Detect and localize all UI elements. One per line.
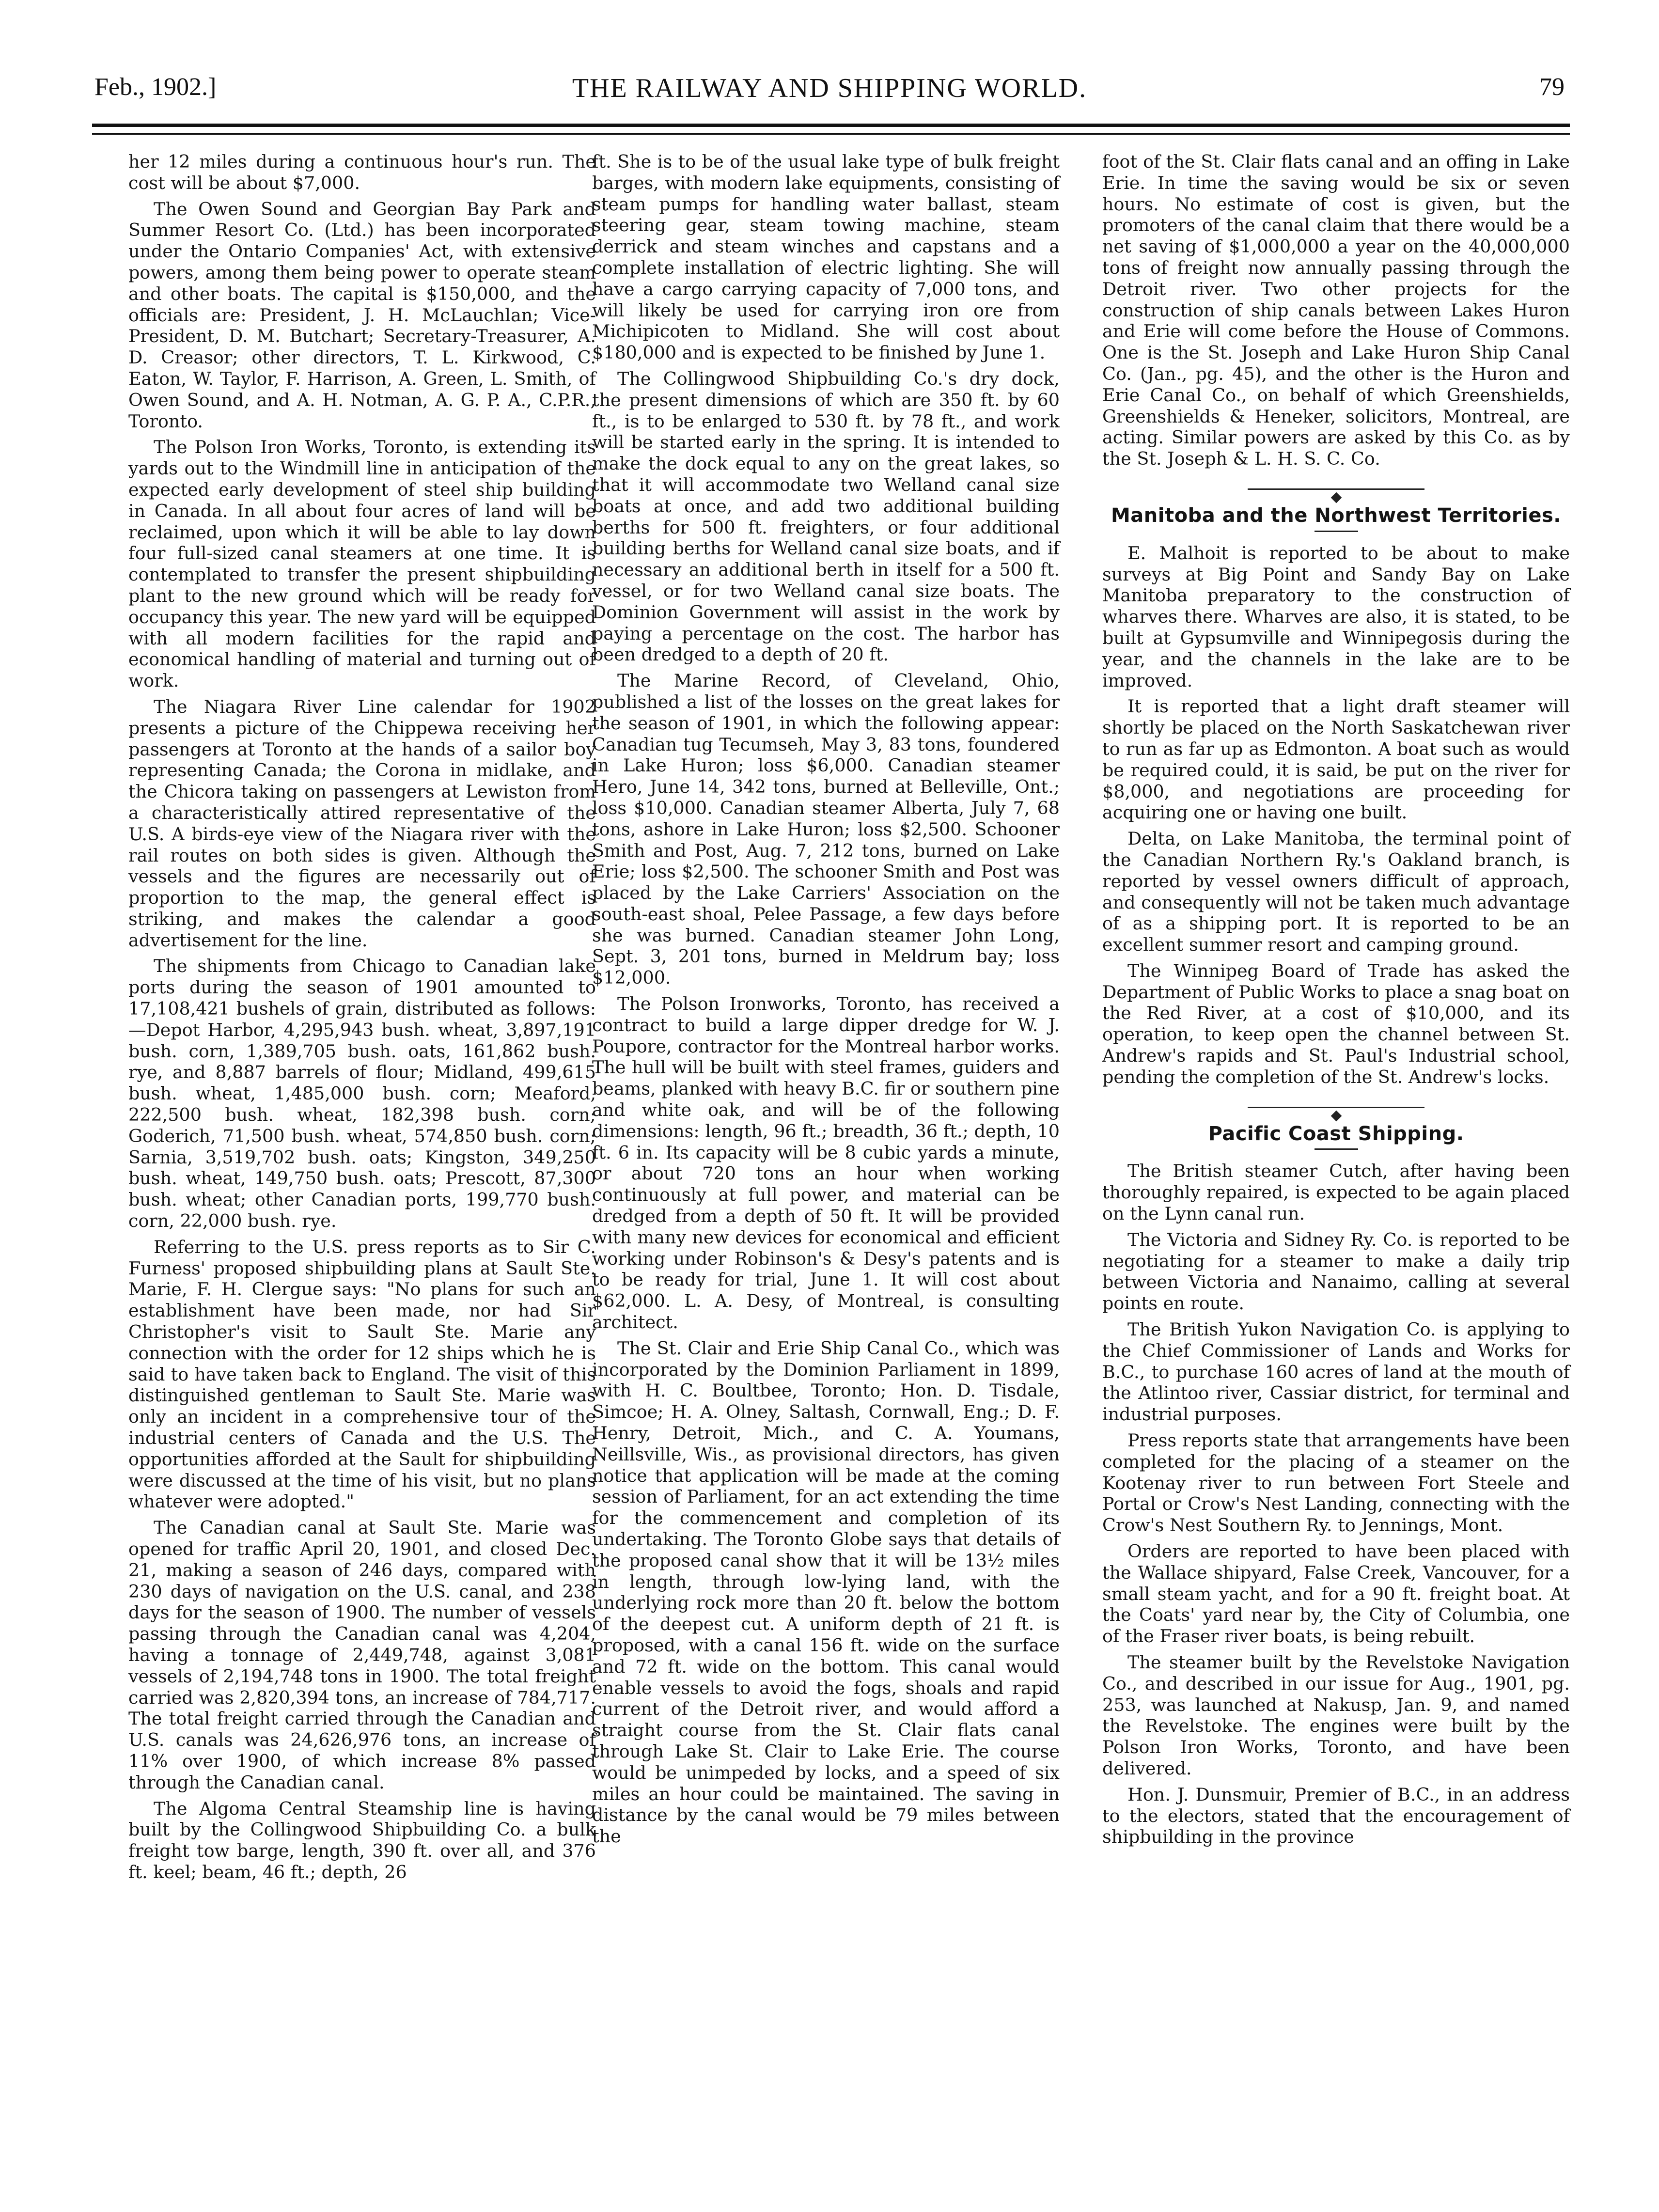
section-title-rule	[1315, 1148, 1358, 1150]
page-number: 79	[1539, 73, 1565, 101]
article-paragraph: Delta, on Lake Manitoba, the terminal point of the Canadian Northern Ry.'s Oakland branch, is reported by vessel owners difficult of approach, and consequently will not be taken much advantage of as a shipping port. It is reported to be an excellent summer resort and camping ground.	[1102, 828, 1570, 956]
publication-title: THE RAILWAY AND SHIPPING WORLD.	[572, 73, 1087, 103]
column-1	[128, 151, 596, 1888]
article-paragraph: The Owen Sound and Georgian Bay Park and Summer Resort Co. (Ltd.) has been incorporated under the Ontario Companies' Act, with extensive powers, among them being power to operate steam and other boats. The capital is $150,000, and the officials are: President, J. H. McLauchlan; Vice-President, D. M. Butchart; Secretary-Treasurer, A. D. Creasor; other directors, T. L. Kirkwood, C. Eaton, W. Taylor, F. Harrison, A. Green, L. Smith, of Owen Sound, and A. H. Notman, A. G. P. A., C.P.R., Toronto.	[128, 198, 596, 432]
section-title-rule	[1315, 531, 1358, 532]
article-paragraph: ft. She is to be of the usual lake type of bulk freight barges, with modern lake equipments, consisting of steam pumps for handling water ballast, steam steering gear, steam towing machine, steam derrick and steam winches and capstans and a complete installation of electric lighting. She will have a cargo carrying capacity of 7,000 tons, and will likely be used for carrying iron ore from Michipicoten to Midland. She will cost about $180,000 and is expected to be finished by June 1.	[592, 151, 1060, 363]
article-paragraph: The Canadian canal at Sault Ste. Marie was opened for traffic April 20, 1901, and closed Dec. 21, making a season of 246 days, compared with 230 days of navigation on the U.S. canal, and 238 days for the season of 1900. The number of vessels passing through the Canadian canal was 4,204, having a tonnage of 2,449,748, against 3,081 vessels of 2,194,748 tons in 1900. The total freight carried was 2,820,394 tons, an increase of 784,717. The total freight carried through the Canadian and U.S. canals was 24,626,976 tons, an increase of 11% over 1900, of which increase 8% passed through the Canadian canal.	[128, 1517, 596, 1793]
article-paragraph: The British Yukon Navigation Co. is applying to the Chief Commissioner of Lands and Works for B.C., to purchase 160 acres of land at the mouth of the Atlintoo river, Cassiar district, for terminal and industrial purposes.	[1102, 1319, 1570, 1425]
section-ornament	[1102, 484, 1570, 494]
section-title-pacific: Pacific Coast Shipping.	[1208, 1122, 1464, 1145]
issue-date: Feb., 1902.]	[94, 73, 217, 101]
header-rule-thick	[92, 124, 1570, 127]
article-paragraph: The Collingwood Shipbuilding Co.'s dry dock, the present dimensions of which are 350 ft. by 60 ft., is to be enlarged to 530 ft. by 78 ft., and work will be started early in the spring. It is intended to make the dock equal to any on the great lakes, so that it will accommodate two Welland canal size boats at once, and add two additional building berths for 500 ft. freighters, or four additional building berths for Welland canal size boats, and if necessary an additional berth in itself for a 500 ft. vessel, or for two Welland canal size boats. The Dominion Government will assist in the work by paying a percentage on the cost. The harbor has been dredged to a depth of 20 ft.	[592, 368, 1060, 665]
header-rule-thin	[92, 133, 1570, 135]
article-paragraph: The Winnipeg Board of Trade has asked the Department of Public Works to place a snag boat on the Red River, at a cost of $10,000, and its operation, to keep open the channel between St. Andrew's rapids and St. Paul's Industrial school, pending the completion of the St. Andrew's locks.	[1102, 960, 1570, 1087]
article-paragraph: It is reported that a light draft steamer will shortly be placed on the North Saskatchewan river to run as far up as Edmonton. A boat such as would be required could, it is said, be put on the river for $8,000, and negotiations are proceeding for acquiring one or having one built.	[1102, 696, 1570, 823]
column-2	[592, 151, 1060, 1852]
article-paragraph: her 12 miles during a continuous hour's run. The cost will be about $7,000.	[128, 151, 596, 193]
section-ornament	[1102, 1102, 1570, 1112]
column-3	[1102, 151, 1570, 1852]
section-title-manitoba: Manitoba and the Northwest Territories.	[1111, 504, 1561, 527]
article-paragraph: E. Malhoit is reported to be about to make surveys at Big Point and Sandy Bay on Lake Manitoba preparatory to the construction of wharves there. Wharves are also, it is stated, to be built at Gypsumville and Winnipegosis during the year, and the channels in the lake are to be improved.	[1102, 542, 1570, 691]
article-paragraph: Press reports state that arrangements have been completed for the placing of a steamer on the Kootenay river to run between Fort Steele and Portal or Crow's Nest Landing, connecting with the Crow's Nest Southern Ry. to Jennings, Mont.	[1102, 1430, 1570, 1536]
article-paragraph: The Polson Iron Works, Toronto, is extending its yards out to the Windmill line in anticipation of the expected early development of steel ship building in Canada. In all about four acres of land will be reclaimed, upon which it will be able to lay down four full-sized canal steamers at one time. It is contemplated to transfer the present shipbuilding plant to the new ground which will be ready for occupancy this year. The new yard will be equipped with all modern facilities for the rapid and economical handling of material and turning out of work.	[128, 437, 596, 691]
article-paragraph: Orders are reported to have been placed with the Wallace shipyard, False Creek, Vancouver, for a small steam yacht, and for a 90 ft. freight boat. At the Coats' yard near by, the City of Columbia, one of the Fraser river boats, is being rebuilt.	[1102, 1541, 1570, 1647]
article-paragraph: The Algoma Central Steamship line is having built by the Collingwood Shipbuilding Co. a bulk freight tow barge, length, 390 ft. over all, and 376 ft. keel; beam, 46 ft.; depth, 26	[128, 1798, 596, 1883]
article-paragraph: foot of the St. Clair flats canal and an offing in Lake Erie. In time the saving would be six or seven hours. No estimate of cost is given, but the promoters of the canal claim that there would be a net saving of $1,000,000 a year on the 40,000,000 tons of freight now annually passing through the Detroit river. Two other projects for the construction of ship canals between Lakes Huron and Erie will come before the House of Commons. One is the St. Joseph and Lake Huron Ship Canal Co. (Jan., pg. 45), and the other is the Huron and Erie Canal Co., on behalf of which Greenshields, Greenshields & Heneker, solicitors, Montreal, are acting. Similar powers are asked by this Co. as by the St. Joseph & L. H. S. C. Co.	[1102, 151, 1570, 470]
article-paragraph: Referring to the U.S. press reports as to Sir C. Furness' proposed shipbuilding plans at Sault Ste. Marie, F. H. Clergue says: "No plans for such an establishment have been made, nor had Sir Christopher's visit to Sault Ste. Marie any connection with the order for 12 ships which he is said to have taken back to England. The visit of this distinguished gentleman to Sault Ste. Marie was only an incident in a comprehensive tour of the industrial centers of Canada and the U.S. The opportunities afforded at the Sault for shipbuilding were discussed at the time of his visit, but no plans whatever were adopted."	[128, 1236, 596, 1512]
article-paragraph: The Niagara River Line calendar for 1902 presents a picture of the Chippewa receiving her passengers at Toronto at the hands of a sailor boy representing Canada; the Corona in midlake, and the Chicora taking on passengers at Lewiston from a characteristically attired representative of the U.S. A birds-eye view of the Niagara river with the rail routes on both sides is given. Although the vessels and the figures are necessarily out of proportion to the map, the general effect is striking, and makes the calendar a good advertisement for the line.	[128, 696, 596, 951]
article-paragraph: The British steamer Cutch, after having been thoroughly repaired, is expected to be again placed on the Lynn canal run.	[1102, 1161, 1570, 1224]
article-paragraph: The steamer built by the Revelstoke Navigation Co., and described in our issue for Aug., 1901, pg. 253, was launched at Nakusp, Jan. 9, and named the Revelstoke. The engines were built by the Polson Iron Works, Toronto, and have been delivered.	[1102, 1652, 1570, 1779]
article-paragraph: The Polson Ironworks, Toronto, has received a contract to build a large dipper dredge for W. J. Poupore, contractor for the Montreal harbor works. The hull will be built with steel frames, guiders and beams, planked with heavy B.C. fir or southern pine and white oak, and will be of the following dimensions: length, 96 ft.; breadth, 36 ft.; depth, 10 ft. 6 in. Its capacity will be 8 cubic yards a minute, or about 720 tons an hour when working continuously at full power, and material can be dredged from a depth of 50 ft. It will be provided with many new devices for economical and efficient working under Robinson's & Desy's patents and is to be ready for trial, June 1. It will cost about $62,000. L. A. Desy, of Montreal, is consulting architect.	[592, 993, 1060, 1333]
article-paragraph: The Victoria and Sidney Ry. Co. is reported to be negotiating for a steamer to make a daily trip between Victoria and Nanaimo, calling at several points en route.	[1102, 1229, 1570, 1314]
article-paragraph: The shipments from Chicago to Canadian lake ports during the season of 1901 amounted to 17,108,421 bushels of grain, distributed as follows:—Depot Harbor, 4,295,943 bush. wheat, 3,897,191 bush. corn, 1,389,705 bush. oats, 161,862 bush. rye, and 8,887 barrels of flour; Midland, 499,615 bush. wheat, 1,485,000 bush. corn; Meaford, 222,500 bush. wheat, 182,398 bush. corn; Goderich, 71,500 bush. wheat, 574,850 bush. corn; Sarnia, 3,519,702 bush. oats; Kingston, 349,250 bush. wheat, 149,750 bush. oats; Prescott, 87,300 bush. wheat; other Canadian ports, 199,770 bush. corn, 22,000 bush. rye.	[128, 956, 596, 1232]
article-paragraph: The St. Clair and Erie Ship Canal Co., which was incorporated by the Dominion Parliament in 1899, with H. C. Boultbee, Toronto; Hon. D. Tisdale, Simcoe; H. A. Olney, Saltash, Cornwall, Eng.; D. F. Henry, Detroit, Mich., and C. A. Youmans, Neillsville, Wis., as provisional directors, has given notice that application will be made at the coming session of Parliament, for an act extending the time for the commencement and completion of its undertaking. The Toronto Globe says that details of the proposed canal show that it will be 13½ miles in length, through low-lying land, with the underlying rock more than 20 ft. below the bottom of the deepest cut. A uniform depth of 21 ft. is proposed, with a canal 156 ft. wide on the surface and 72 ft. wide on the bottom. This canal would enable vessels to avoid the fogs, shoals and rapid current of the Detroit river, and would afford a straight course from the St. Clair flats canal through Lake St. Clair to Lake Erie. The course would be unimpeded by locks, and a speed of six miles an hour could be maintained. The saving in distance by the canal would be 79 miles between the	[592, 1337, 1060, 1847]
article-paragraph: The Marine Record, of Cleveland, Ohio, published a list of the losses on the great lakes for the season of 1901, in which the following appear: Canadian tug Tecumseh, May 3, 83 tons, foundered in Lake Huron; loss $6,000. Canadian steamer Hero, June 14, 342 tons, burned at Belleville, Ont.; loss $10,000. Canadian steamer Alberta, July 7, 68 tons, ashore in Lake Huron; loss $2,500. Schooner Smith and Post, Aug. 7, 212 tons, burned on Lake Erie; loss $2,500. The schooner Smith and Post was placed by the Lake Carriers' Association on the south-east shoal, Pelee Passage, a few days before she was burned. Canadian steamer John Long, Sept. 3, 201 tons, burned in Meldrum bay; loss $12,000.	[592, 670, 1060, 988]
article-paragraph: Hon. J. Dunsmuir, Premier of B.C., in an address to the electors, stated that the encouragement of shipbuilding in the province	[1102, 1784, 1570, 1848]
